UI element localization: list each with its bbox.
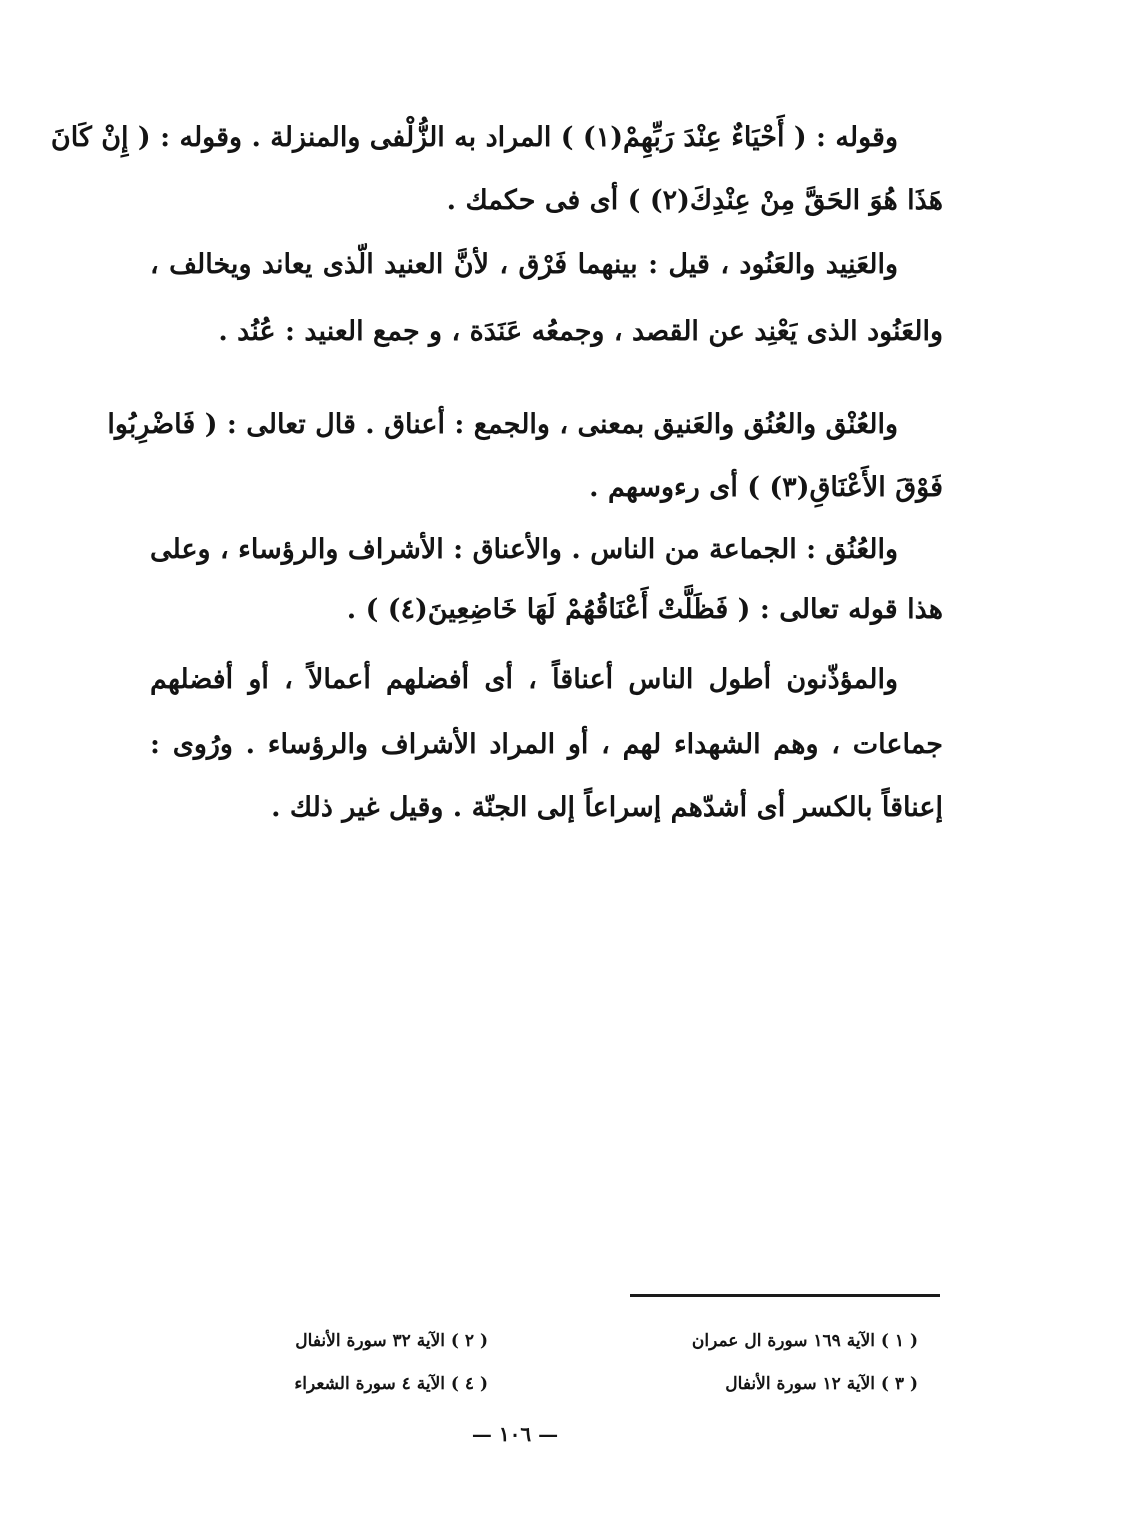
footnote: ( ٢ ) الآية ٣٢ سورة الأنفال xyxy=(295,1331,488,1351)
footnote-separator xyxy=(630,1294,940,1297)
body-line: والعَنُود الذى يَعْنِد عن القصد ، وجمعُه عَنَدَة ، و جمع العنيد : عُنُد . xyxy=(218,316,943,347)
body-line: والمؤذّنون أطول الناس أعناقاً ، أى أفضلهم أعمالاً ، أو أفضلهم xyxy=(150,664,898,695)
body-line: وقوله : ( أَحْيَاءٌ عِنْدَ رَبِّهِمْ(١) ) المراد به الزُّلْفى والمنزلة . وقوله : ( إِنْ كَانَ xyxy=(50,122,898,153)
body-line: هَذَا هُوَ الحَقَّ مِنْ عِنْدِكَ(٢) ) أى فى حكمك . xyxy=(446,185,943,216)
footnote: ( ٣ ) الآية ١٢ سورة الأنفال xyxy=(725,1374,918,1394)
body-line: والعُنُق : الجماعة من الناس . والأعناق : الأشراف والرؤساء ، وعلى xyxy=(150,534,898,565)
footnote: ( ٤ ) الآية ٤ سورة الشعراء xyxy=(294,1374,488,1394)
body-line: والعُنْق والعُنُق والعَنيق بمعنى ، والجمع : أعناق . قال تعالى : ( فَاضْرِبُوا xyxy=(107,409,898,440)
body-line: هذا قوله تعالى : ( فَظَلَّتْ أَعْنَاقُهُمْ لَهَا خَاضِعِينَ(٤) ) . xyxy=(346,594,943,625)
body-line: جماعات ، وهم الشهداء لهم ، أو المراد الأشراف والرؤساء . ورُوى : xyxy=(150,729,943,760)
page-number: — ١٠٦ — xyxy=(471,1422,559,1446)
footnote: ( ١ ) الآية ١٦٩ سورة ال عمران xyxy=(691,1331,918,1351)
body-line: والعَنِيد والعَنُود ، قيل : بينهما فَرْق ، لأنَّ العنيد الّذى يعاند ويخالف ، xyxy=(150,249,898,280)
body-line: إعناقاً بالكسر أى أشدّهم إسراعاً إلى الجنّة . وقيل غير ذلك . xyxy=(271,792,943,823)
body-line: فَوْقَ الأَعْنَاقِ(٣) ) أى رءوسهم . xyxy=(589,472,943,503)
